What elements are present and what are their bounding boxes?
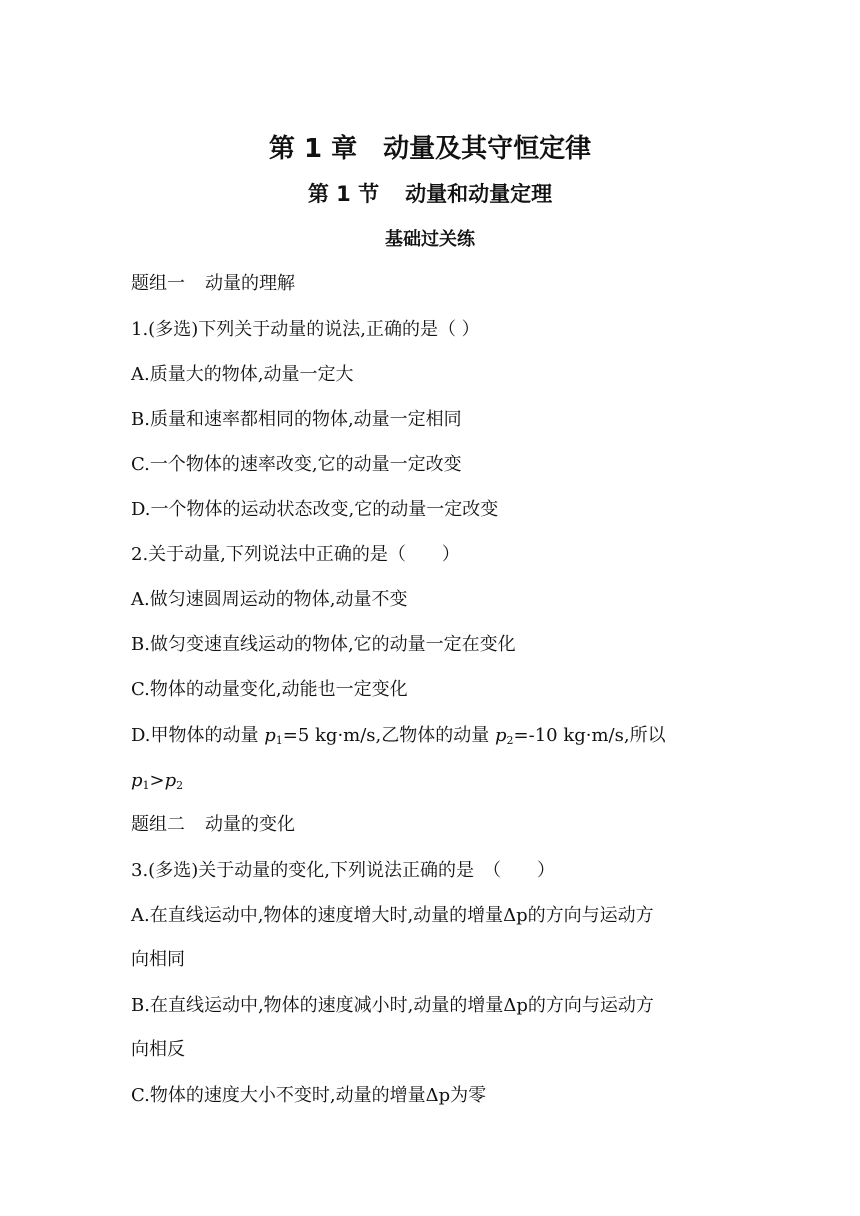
momentum-symbol: p: [495, 725, 507, 746]
option-b: B.做匀变速直线运动的物体,它的动量一定在变化: [131, 634, 516, 655]
subscript: 2: [506, 734, 514, 747]
chapter-number: 第 1 章: [268, 134, 358, 164]
group-name: 动量的变化: [205, 814, 295, 835]
group-title: [131, 270, 751, 298]
section-name: 动量和动量定理: [405, 182, 553, 206]
option-c: C.物体的速度大小不变时,动量的增量Δp为零: [131, 1085, 487, 1106]
comparison-sign: >: [149, 770, 165, 791]
question-stem: 1.(多选)下列关于动量的说法,正确的是（ ）: [131, 319, 480, 340]
subscript: 1: [275, 734, 283, 747]
chapter-name: 动量及其守恒定律: [383, 134, 592, 164]
option-b-continuation: 向相反: [131, 1039, 185, 1060]
option-d: D.一个物体的运动状态改变,它的动量一定改变: [131, 499, 499, 520]
option-a: A.做匀速圆周运动的物体,动量不变: [131, 589, 408, 610]
option-d-prefix: D.甲物体的动量: [131, 725, 265, 746]
section-title: [0, 178, 860, 210]
option-d: [131, 722, 751, 755]
group-name: 动量的理解: [205, 273, 295, 294]
momentum-symbol: p: [264, 725, 276, 746]
chapter-title: [0, 131, 860, 167]
subscript: 2: [176, 779, 184, 792]
option-a: A.质量大的物体,动量一定大: [131, 364, 354, 385]
subsection-title: 基础过关练: [385, 229, 475, 250]
momentum-symbol: p: [164, 770, 177, 791]
option-d-text: =5 kg·m/s,乙物体的动量: [282, 725, 495, 746]
option-c: C.物体的动量变化,动能也一定变化: [131, 679, 408, 700]
option-c: C.一个物体的速率改变,它的动量一定改变: [131, 454, 462, 475]
option-b: B.质量和速率都相同的物体,动量一定相同: [131, 409, 462, 430]
option-a-continuation: 向相同: [131, 949, 185, 970]
group-label: 题组二: [131, 814, 185, 835]
group-label: 题组一: [131, 273, 185, 294]
option-d-continuation: [131, 767, 751, 800]
question-stem: 2.关于动量,下列说法中正确的是（ ）: [131, 544, 460, 565]
option-b: B.在直线运动中,物体的速度减小时,动量的增量Δp的方向与运动方: [131, 995, 654, 1016]
option-d-text: =-10 kg·m/s,所以: [513, 725, 666, 746]
momentum-symbol: p: [131, 770, 143, 791]
subscript: 1: [142, 779, 150, 792]
group-title: [131, 811, 751, 839]
question-stem: 3.(多选)关于动量的变化,下列说法正确的是 （ ）: [131, 860, 555, 881]
section-number: 第 1 节: [307, 182, 380, 206]
option-a: A.在直线运动中,物体的速度增大时,动量的增量Δp的方向与运动方: [131, 905, 654, 926]
